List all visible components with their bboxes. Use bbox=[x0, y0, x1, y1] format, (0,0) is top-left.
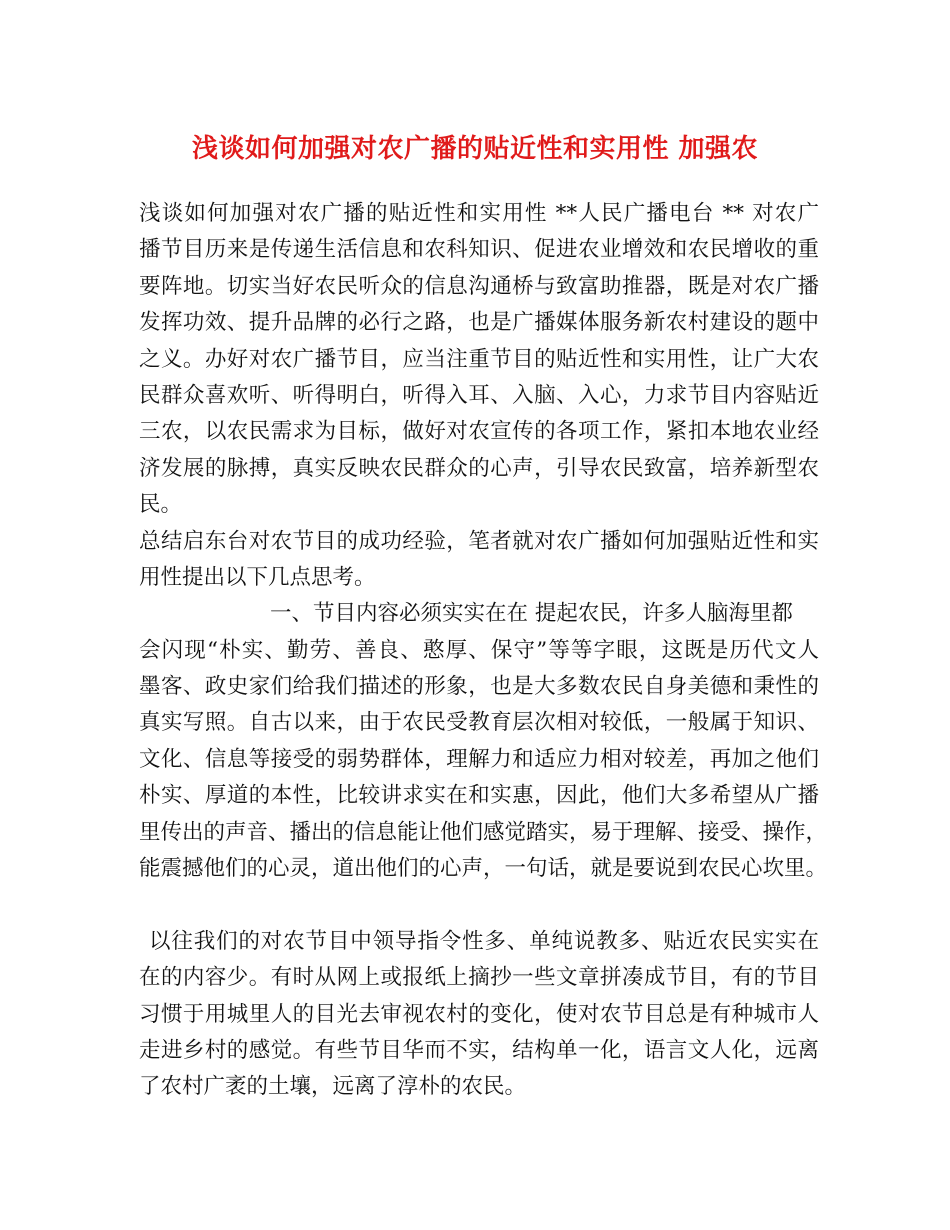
text-line: 以往我们的对农节目中领导指令性多、单纯说教多、贴近农民实实在 bbox=[149, 928, 819, 954]
text-line: 走进乡村的感觉。有些节目华而不实，结构单一化，语言文人化，远离 bbox=[139, 1037, 819, 1063]
text-line: 能震撼他们的心灵，道出他们的心声，一句话，就是要说到农民心坎里。 bbox=[139, 856, 828, 882]
text-line: 朴实、厚道的本性，比较讲求实在和实惠，因此，他们大多希望从广播 bbox=[139, 783, 819, 809]
text-line: 发挥功效、提升品牌的必行之路，也是广播媒体服务新农村建设的题中 bbox=[139, 310, 819, 336]
text-line: 墨客、政史家们给我们描述的形象，也是大多数农民自身美德和秉性的 bbox=[139, 674, 819, 700]
text-line: 之义。办好对农广播节目，应当注重节目的贴近性和实用性，让广大农 bbox=[139, 346, 819, 372]
text-line: 民。 bbox=[139, 492, 183, 518]
section-heading-line: 一、节目内容必须实实在在 提起农民，许多人脑海里都 bbox=[270, 601, 793, 627]
text-line: 济发展的脉搏，真实反映农民群众的心声，引导农民致富，培养新型农 bbox=[139, 455, 819, 481]
text-line: 习惯于用城里人的目光去审视农村的变化，使对农节目总是有种城市人 bbox=[139, 1001, 819, 1027]
text-line: 要阵地。切实当好农民听众的信息沟通桥与致富助推器，既是对农广播 bbox=[139, 273, 819, 299]
text-line: 里传出的声音、播出的信息能让他们感觉踏实，易于理解、接受、操作， bbox=[139, 819, 828, 845]
text-line: 用性提出以下几点思考。 bbox=[139, 564, 376, 590]
text-line: 真实写照。自古以来，由于农民受教育层次相对较低，一般属于知识、 bbox=[139, 710, 819, 736]
text-line: 总结启东台对农节目的成功经验，笔者就对农广播如何加强贴近性和实 bbox=[139, 528, 819, 554]
text-line: 在的内容少。有时从网上或报纸上摘抄一些文章拼凑成节目，有的节目 bbox=[139, 965, 819, 991]
text-line: 会闪现“朴实、勤劳、善良、憨厚、保守”等等字眼，这既是历代文人 bbox=[139, 637, 819, 663]
text-line: 文化、信息等接受的弱势群体，理解力和适应力相对较差，再加之他们 bbox=[139, 746, 819, 772]
text-line: 三农，以农民需求为目标，做好对农宣传的各项工作，紧扣本地农业经 bbox=[139, 419, 819, 445]
text-line: 民群众喜欢听、听得明白，听得入耳、入脑、入心，力求节目内容贴近 bbox=[139, 382, 819, 408]
paragraph-gap bbox=[139, 887, 819, 923]
document-title: 浅谈如何加强对农广播的贴近性和实用性 加强农 bbox=[191, 134, 759, 164]
document-body bbox=[139, 196, 828, 1106]
text-line: 了农村广袤的土壤，远离了淳朴的农民。 bbox=[139, 1074, 527, 1100]
text-line: 浅谈如何加强对农广播的贴近性和实用性 **人民广播电台 ** 对农广 bbox=[139, 201, 819, 226]
text-line: 播节目历来是传递生活信息和农科知识、促进农业增效和农民增收的重 bbox=[139, 237, 819, 263]
